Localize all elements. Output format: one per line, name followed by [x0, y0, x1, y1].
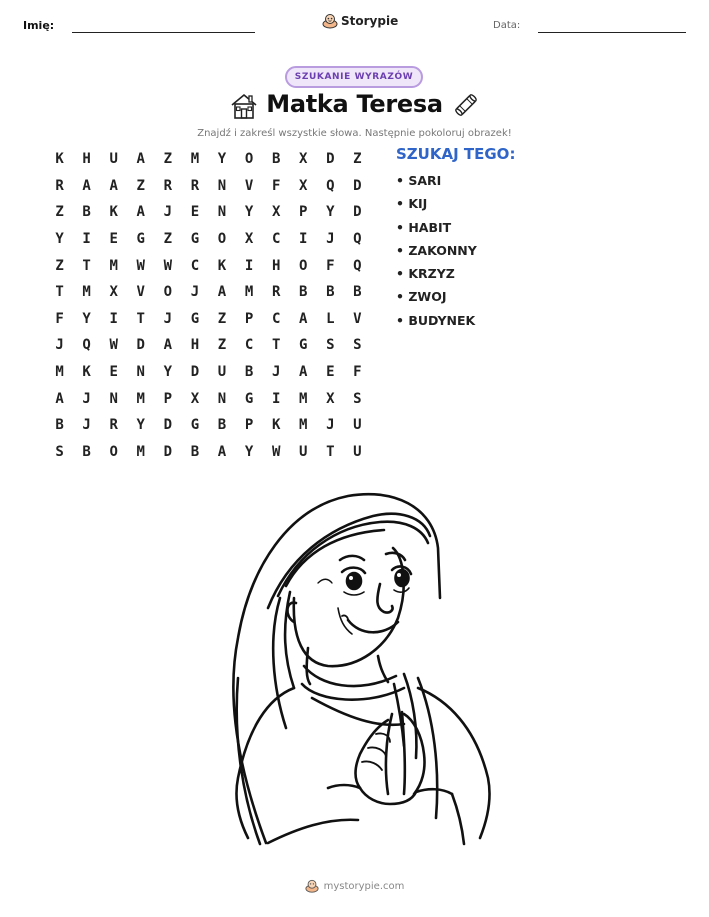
grid-letter[interactable]: M [299, 390, 308, 407]
grid-letter[interactable]: C [244, 337, 254, 354]
grid-letter[interactable]: Z [163, 231, 173, 248]
grid-row [46, 252, 371, 279]
grid-letter[interactable]: K [109, 204, 118, 221]
grid-letter[interactable]: Q [353, 231, 362, 248]
grid-letter[interactable]: A [163, 337, 173, 354]
word-item: • BUDYNEK [396, 312, 476, 328]
date-input-line[interactable] [538, 32, 686, 33]
grid-row [46, 359, 371, 386]
grid-letter[interactable]: J [190, 284, 200, 301]
grid-letter[interactable]: W [163, 257, 173, 274]
grid-letter[interactable]: A [299, 310, 308, 327]
grid-letter[interactable]: B [353, 284, 362, 301]
grid-letter[interactable]: D [163, 443, 173, 460]
grid-letter[interactable]: B [82, 204, 91, 221]
grid-letter[interactable]: C [190, 257, 200, 274]
grid-row [46, 226, 371, 253]
grid-letter[interactable]: M [299, 417, 308, 434]
grid-letter[interactable]: W [271, 443, 281, 460]
grid-letter[interactable]: D [136, 337, 145, 354]
grid-letter[interactable]: U [217, 364, 227, 381]
grid-letter[interactable]: K [82, 364, 91, 381]
grid-letter[interactable]: F [326, 257, 335, 274]
grid-letter[interactable]: E [109, 231, 118, 248]
grid-letter[interactable]: B [190, 443, 200, 460]
grid-letter[interactable]: T [136, 310, 145, 327]
grid-letter[interactable]: X [326, 390, 335, 407]
grid-letter[interactable]: D [326, 151, 335, 168]
word-item: • SARI [396, 173, 442, 188]
grid-letter[interactable]: N [217, 204, 227, 221]
grid-letter[interactable]: U [353, 417, 362, 434]
grid-letter[interactable]: G [190, 417, 200, 434]
grid-letter[interactable]: P [163, 390, 173, 407]
grid-letter[interactable]: Q [353, 257, 362, 274]
footer-url[interactable]: mystorypie.com [323, 880, 405, 892]
activity-badge: SZUKANIE WYRAZÓW [285, 66, 423, 88]
grid-letter[interactable]: J [82, 390, 91, 407]
grid-row [46, 279, 371, 306]
pie-icon [322, 13, 338, 29]
grid-letter[interactable]: C [271, 310, 281, 327]
grid-letter[interactable]: X [109, 284, 118, 301]
grid-letter[interactable]: M [82, 284, 91, 301]
grid-letter[interactable]: T [55, 284, 64, 301]
grid-letter[interactable]: I [299, 231, 308, 248]
word-list [396, 171, 477, 334]
grid-letter[interactable]: J [326, 231, 335, 248]
grid-letter[interactable]: X [244, 231, 254, 248]
grid-letter[interactable]: K [217, 257, 227, 274]
grid-letter[interactable]: J [55, 337, 64, 354]
grid-letter[interactable]: E [326, 364, 335, 381]
letter-grid[interactable] [46, 146, 371, 465]
name-input-line[interactable] [72, 32, 255, 33]
word-item: • HABIT [396, 219, 452, 235]
grid-letter[interactable]: G [190, 231, 200, 248]
grid-letter[interactable]: J [82, 417, 91, 434]
word-item: • KRZYZ [396, 266, 455, 282]
grid-letter[interactable]: R [190, 177, 200, 194]
grid-letter[interactable]: G [136, 231, 145, 248]
grid-letter[interactable]: B [326, 284, 335, 301]
grid-letter[interactable]: Y [326, 204, 335, 221]
grid-letter[interactable]: I [244, 257, 254, 274]
grid-letter[interactable]: R [163, 177, 173, 194]
grid-letter[interactable]: A [136, 151, 145, 168]
grid-row [46, 385, 371, 412]
grid-letter[interactable]: I [109, 310, 118, 327]
grid-letter[interactable]: W [109, 337, 118, 354]
grid-letter[interactable]: A [299, 364, 308, 381]
grid-row [46, 173, 371, 200]
grid-letter[interactable]: X [299, 151, 308, 168]
grid-letter[interactable]: J [163, 310, 173, 327]
grid-row [46, 439, 371, 466]
grid-letter[interactable]: J [271, 364, 281, 381]
grid-letter[interactable]: B [55, 417, 64, 434]
scroll-icon [452, 91, 480, 119]
grid-letter[interactable]: F [271, 177, 281, 194]
grid-letter[interactable]: B [299, 284, 308, 301]
grid-letter[interactable]: W [136, 257, 145, 274]
grid-letter[interactable]: E [109, 364, 118, 381]
grid-letter[interactable]: R [271, 284, 281, 301]
grid-letter[interactable]: E [190, 204, 200, 221]
grid-letter[interactable]: M [136, 443, 145, 460]
grid-letter[interactable]: J [163, 204, 173, 221]
grid-letter[interactable]: Z [163, 151, 173, 168]
grid-letter[interactable]: H [271, 257, 281, 274]
grid-letter[interactable]: T [271, 337, 281, 354]
grid-letter[interactable]: V [244, 177, 254, 194]
grid-letter[interactable]: P [299, 204, 308, 221]
grid-letter[interactable]: Z [217, 337, 227, 354]
grid-letter[interactable]: Z [353, 151, 362, 168]
grid-letter[interactable]: A [82, 177, 91, 194]
word-item: • ZWOJ [396, 289, 447, 305]
mother-teresa-coloring-illustration [208, 488, 508, 858]
grid-letter[interactable]: J [326, 417, 335, 434]
grid-letter[interactable]: Y [244, 204, 254, 221]
grid-letter[interactable]: U [109, 151, 118, 168]
grid-letter[interactable]: V [353, 310, 362, 327]
grid-letter[interactable]: R [55, 177, 64, 194]
word-item: • ZAKONNY [396, 242, 477, 258]
grid-letter[interactable]: D [353, 177, 362, 194]
footer [0, 879, 709, 893]
pie-icon [305, 879, 319, 893]
grid-letter[interactable]: X [190, 390, 200, 407]
grid-row [46, 332, 371, 359]
grid-letter[interactable]: N [217, 177, 227, 194]
grid-letter[interactable]: G [299, 337, 308, 354]
grid-row [46, 199, 371, 226]
grid-letter[interactable]: H [82, 151, 91, 168]
grid-letter[interactable]: C [271, 231, 281, 248]
grid-row [46, 306, 371, 333]
grid-letter[interactable]: D [163, 417, 173, 434]
grid-letter[interactable]: O [163, 284, 173, 301]
grid-letter[interactable]: U [299, 443, 308, 460]
grid-row [46, 146, 371, 173]
grid-letter[interactable]: B [244, 364, 254, 381]
grid-letter[interactable]: O [217, 231, 227, 248]
grid-letter[interactable]: Z [217, 310, 227, 327]
grid-letter[interactable]: V [136, 284, 145, 301]
grid-letter[interactable]: X [299, 177, 308, 194]
grid-letter[interactable]: Y [244, 443, 254, 460]
grid-letter[interactable]: K [55, 151, 64, 168]
instructions: Znajdź i zakreśl wszystkie słowa. Następnie pokoloruj obrazek! [197, 128, 512, 139]
date-label: Data: [493, 20, 521, 31]
grid-letter[interactable]: G [190, 310, 200, 327]
grid-letter[interactable]: T [326, 443, 335, 460]
grid-letter[interactable]: N [217, 390, 227, 407]
grid-letter[interactable]: M [190, 151, 200, 168]
grid-row [46, 412, 371, 439]
grid-letter[interactable]: S [353, 390, 362, 407]
grid-letter[interactable]: A [217, 443, 227, 460]
grid-letter[interactable]: H [190, 337, 200, 354]
grid-letter[interactable]: R [109, 417, 118, 434]
grid-letter[interactable]: A [136, 204, 145, 221]
grid-letter[interactable]: U [353, 443, 362, 460]
grid-letter[interactable]: Y [136, 417, 145, 434]
name-label: Imię: [23, 19, 55, 32]
brand-logo [322, 13, 398, 29]
grid-letter[interactable]: Y [55, 231, 64, 248]
grid-letter[interactable]: N [109, 390, 118, 407]
grid-letter[interactable]: A [55, 390, 64, 407]
grid-letter[interactable]: A [109, 177, 118, 194]
grid-letter[interactable]: B [82, 443, 91, 460]
grid-letter[interactable]: T [82, 257, 91, 274]
grid-letter[interactable]: B [271, 151, 281, 168]
grid-letter[interactable]: Y [163, 364, 173, 381]
grid-letter[interactable]: M [55, 364, 64, 381]
grid-letter[interactable]: S [353, 337, 362, 354]
grid-letter[interactable]: N [136, 364, 145, 381]
grid-letter[interactable]: L [326, 310, 335, 327]
grid-letter[interactable]: Y [82, 310, 91, 327]
grid-letter[interactable]: M [136, 390, 145, 407]
grid-letter[interactable]: Z [136, 177, 145, 194]
grid-letter[interactable]: Q [326, 177, 335, 194]
grid-letter[interactable]: A [217, 284, 227, 301]
grid-letter[interactable]: M [244, 284, 254, 301]
grid-letter[interactable]: F [55, 310, 64, 327]
page-title: Matka Teresa [266, 90, 443, 118]
brand-name: Storypie [341, 14, 399, 28]
grid-letter[interactable]: S [55, 443, 64, 460]
grid-letter[interactable]: O [299, 257, 308, 274]
word-item: • KIJ [396, 196, 428, 212]
grid-letter[interactable]: Z [55, 257, 64, 274]
grid-letter[interactable]: O [244, 151, 254, 168]
grid-letter[interactable]: B [217, 417, 227, 434]
grid-letter[interactable]: S [326, 337, 335, 354]
grid-letter[interactable]: P [244, 310, 254, 327]
grid-letter[interactable]: D [190, 364, 200, 381]
grid-letter[interactable]: X [271, 204, 281, 221]
grid-letter[interactable]: I [82, 231, 91, 248]
grid-letter[interactable]: D [353, 204, 362, 221]
grid-letter[interactable]: Y [217, 151, 227, 168]
grid-letter[interactable]: P [244, 417, 254, 434]
grid-letter[interactable]: M [109, 257, 118, 274]
grid-letter[interactable]: I [271, 390, 281, 407]
grid-letter[interactable]: Z [55, 204, 64, 221]
word-list-title: SZUKAJ TEGO: [396, 145, 516, 163]
grid-letter[interactable]: G [244, 390, 254, 407]
grid-letter[interactable]: Q [82, 337, 91, 354]
grid-letter[interactable]: O [109, 443, 118, 460]
grid-letter[interactable]: K [271, 417, 281, 434]
grid-letter[interactable]: F [353, 364, 362, 381]
